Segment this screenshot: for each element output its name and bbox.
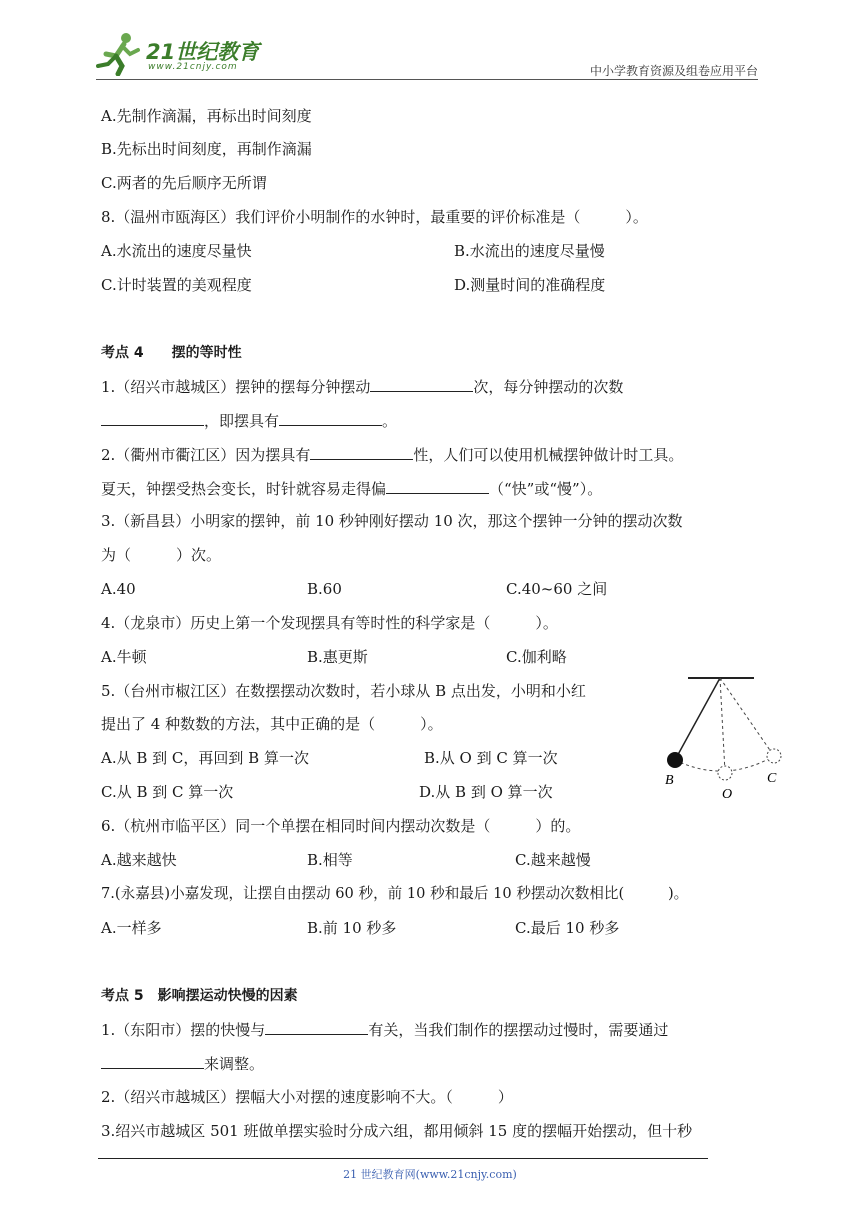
s4q2-text-d: （“快”或“慢”）。 [489, 480, 603, 498]
pendulum-string-c [720, 678, 774, 756]
s4-question-3-line-1: 3.（新昌县）小明家的摆钟，前 10 秒钟刚好摆动 10 次，那这个摆钟一分钟的摆动次数 [101, 512, 683, 530]
s5q1-text-c: 来调整。 [204, 1055, 265, 1073]
s4q1-text-d: 。 [382, 412, 398, 430]
logo-url: www.21cnjy.com [148, 62, 238, 72]
answer-blank[interactable] [279, 410, 382, 426]
page-header [96, 30, 758, 80]
s4q1-text-c: ，即摆具有 [204, 412, 280, 430]
pendulum-bob-o [718, 766, 732, 780]
s4-question-6-option-c: C.越来越慢 [515, 851, 591, 869]
question-8: 8.（温州市瓯海区）我们评价小明制作的水钟时，最重要的评价标准是（ ）。 [101, 208, 648, 226]
s4-question-5-line-1: 5.（台州市椒江区）在数摆摆动次数时，若小球从 B 点出发，小明和小红 [101, 682, 586, 700]
pendulum-bob-b [667, 752, 683, 768]
option-b: B.先标出时间刻度，再制作滴漏 [101, 140, 312, 158]
footer-divider [98, 1158, 708, 1159]
s4q1-text-b: 次，每分钟摆动的次数 [473, 378, 624, 396]
s4q2-text-a: 2.（衢州市衢江区）因为摆具有 [101, 446, 311, 464]
pendulum-string-o [720, 678, 725, 772]
s4-question-4-option-a: A.牛顿 [101, 648, 147, 666]
s4-question-5-option-d: D.从 B 到 O 算一次 [419, 783, 553, 801]
s4-question-2-line-2 [101, 478, 602, 499]
s4-question-4-option-b: B.惠更斯 [307, 648, 368, 666]
pendulum-bob-c [767, 749, 781, 763]
answer-blank[interactable] [386, 478, 489, 494]
s5-question-1-line-2 [101, 1053, 264, 1074]
s4-question-4: 4.（龙泉市）历史上第一个发现摆具有等时性的科学家是（ ）。 [101, 614, 558, 632]
s4-question-7-option-c: C.最后 10 秒多 [515, 919, 620, 937]
answer-blank[interactable] [310, 444, 413, 460]
s4-question-5-option-a: A.从 B 到 C，再回到 B 算一次 [101, 749, 309, 767]
answer-blank[interactable] [101, 410, 204, 426]
s4-question-2-line-1 [101, 444, 683, 465]
s4-question-6: 6.（杭州市临平区）同一个单摆在相同时间内摆动次数是（ ）的。 [101, 817, 581, 835]
question-8-option-d: D.测量时间的准确程度 [454, 276, 606, 294]
section-4-heading: 考点 4 摆的等时性 [101, 345, 242, 361]
label-c: C [767, 771, 777, 786]
s4-question-7-option-b: B.前 10 秒多 [307, 919, 397, 937]
s5-question-3: 3.绍兴市越城区 501 班做单摆实验时分成六组，都用倾斜 15 度的摆幅开始摆动，但十秒 [101, 1122, 693, 1140]
s4-question-7-option-a: A.一样多 [101, 919, 162, 937]
option-a: A.先制作滴漏，再标出时间刻度 [101, 107, 312, 125]
site-logo [96, 30, 266, 78]
s5-question-1-line-1 [101, 1019, 668, 1040]
s4-question-1-line-1 [101, 376, 623, 397]
s4-question-5-option-b: B.从 O 到 C 算一次 [424, 749, 558, 767]
s4-question-6-option-b: B.相等 [307, 851, 353, 869]
s4q2-text-c: 夏天，钟摆受热会变长，时针就容易走得偏 [101, 480, 387, 498]
header-divider [96, 79, 758, 80]
answer-blank[interactable] [101, 1053, 204, 1069]
s4-question-3-option-c: C.40~60 之间 [506, 580, 608, 598]
logo-text: 21世纪教育 [146, 40, 260, 64]
question-8-option-b: B.水流出的速度尽量慢 [454, 242, 605, 260]
s4-question-5-line-2: 提出了 4 种数数的方法，其中正确的是（ ）。 [101, 715, 443, 733]
pendulum-string [675, 678, 720, 760]
s5q1-text-a: 1.（东阳市）摆的快慢与 [101, 1021, 266, 1039]
option-c: C.两者的先后顺序无所谓 [101, 174, 267, 192]
question-8-option-c: C.计时装置的美观程度 [101, 276, 252, 294]
s4-question-6-option-a: A.越来越快 [101, 851, 177, 869]
s4q2-text-b: 性，人们可以使用机械摆钟做计时工具。 [413, 446, 684, 464]
s4-question-3-option-b: B.60 [307, 580, 342, 598]
footer-text: 21 世纪教育网(www.21cnjy.com) [343, 1168, 517, 1181]
s4-question-5-option-c: C.从 B 到 C 算一次 [101, 783, 234, 801]
section-5-heading: 考点 5 影响摆运动快慢的因素 [101, 988, 298, 1004]
s5-question-2: 2.（绍兴市越城区）摆幅大小对摆的速度影响不大。（ ） [101, 1088, 513, 1106]
s4-question-3-line-2: 为（ ）次。 [101, 546, 222, 564]
s4q1-text-a: 1.（绍兴市越城区）摆钟的摆每分钟摆动 [101, 378, 371, 396]
platform-name: 中小学教育资源及组卷应用平台 [589, 64, 758, 78]
s4-question-4-option-c: C.伽利略 [506, 648, 567, 666]
answer-blank[interactable] [265, 1019, 368, 1035]
label-b: B [665, 773, 674, 788]
question-8-option-a: A.水流出的速度尽量快 [101, 242, 252, 260]
label-o: O [722, 787, 733, 800]
runner-logo-icon [96, 32, 142, 76]
answer-blank[interactable] [370, 376, 473, 392]
s4-question-7: 7.(永嘉县)小嘉发现，让摆自由摆动 60 秒，前 10 秒和最后 10 秒摆动次数相比( )。 [101, 885, 689, 902]
s4-question-1-line-2 [101, 410, 397, 431]
s5q1-text-b: 有关，当我们制作的摆摆动过慢时，需要通过 [368, 1021, 669, 1039]
pendulum-diagram [660, 672, 790, 800]
s4-question-3-option-a: A.40 [101, 580, 136, 598]
